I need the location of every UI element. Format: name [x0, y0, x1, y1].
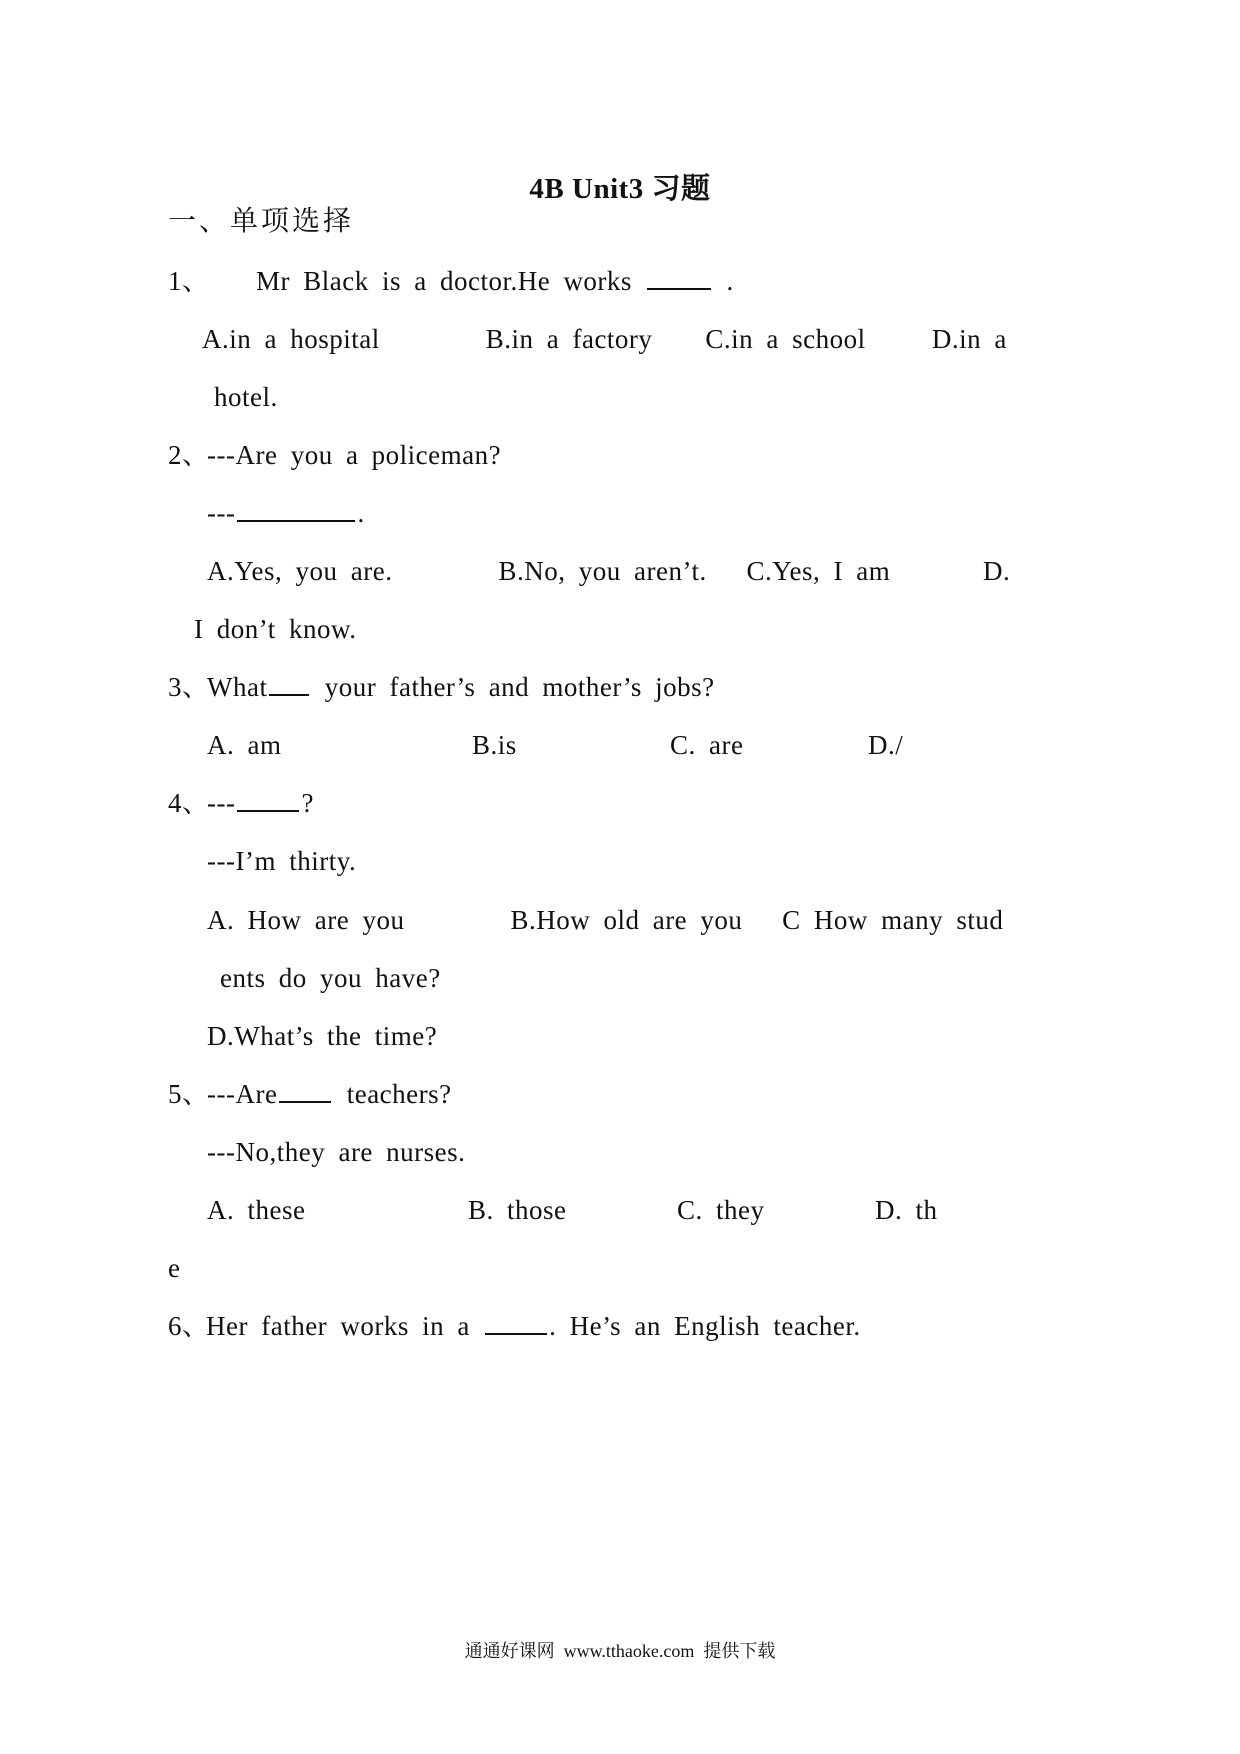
option-a: A. these [207, 1195, 306, 1225]
options-line: hotel. [214, 382, 278, 412]
answer-line [207, 496, 365, 530]
worksheet-title: 4B Unit3 习题 [529, 173, 711, 205]
page-footer: 通通好课网 www.tthaoke.com 提供下载 [464, 1641, 776, 1661]
options-line: A.in a hospital B.in a factory C.in a school D.in a [202, 324, 1007, 354]
options-line: A. How are you B.How old are you C How many stud [207, 905, 1004, 935]
answer-blank [269, 670, 309, 696]
stem-text: Her father works in a [206, 1311, 484, 1341]
question-number: 3、 [168, 672, 210, 702]
options-line: ents do you have? [220, 963, 441, 993]
stem-text: . [713, 266, 734, 296]
option-b: B.is [472, 730, 517, 760]
stem-text: ? [301, 788, 314, 818]
answer-line: ---I’m thirty. [207, 846, 357, 876]
question-number: 4、 [168, 788, 210, 818]
question-stem: ---Are you a policeman? [207, 440, 502, 470]
option-d: D. th [875, 1195, 938, 1225]
option-d-wrap: e [168, 1253, 181, 1283]
section-heading: 一、单项选择 [168, 206, 355, 237]
answer-blank [485, 1309, 547, 1335]
option-b: B. those [468, 1195, 567, 1225]
question-number: 5、 [168, 1079, 210, 1109]
options-line: A.Yes, you are. B.No, you aren’t. C.Yes, I am D. [207, 556, 1011, 586]
answer-suffix: . [357, 498, 365, 528]
answer-blank [237, 496, 355, 522]
answer-prefix: --- [207, 498, 236, 528]
stem-text: teachers? [333, 1079, 452, 1109]
question-stem [256, 264, 734, 298]
answer-line: ---No,they are nurses. [207, 1137, 466, 1167]
options-line: D.What’s the time? [207, 1021, 438, 1051]
stem-text: Mr Black is a doctor.He works [256, 266, 632, 296]
option-d: D./ [868, 730, 904, 760]
stem-text: What [207, 672, 268, 702]
question-stem [206, 1309, 861, 1343]
options-line: I don’t know. [194, 614, 357, 644]
stem-text: --- [207, 788, 236, 818]
question-number: 6、 [168, 1311, 210, 1341]
option-a: A. am [207, 730, 282, 760]
answer-blank [279, 1077, 331, 1103]
question-stem [207, 670, 715, 704]
stem-text: . He’s an English teacher. [549, 1311, 861, 1341]
option-c: C. they [677, 1195, 765, 1225]
question-number: 1、 [168, 266, 210, 296]
option-c: C. are [670, 730, 744, 760]
answer-blank [647, 264, 711, 290]
question-number: 2、 [168, 440, 210, 470]
question-stem [207, 786, 314, 820]
stem-text: ---Are [207, 1079, 278, 1109]
answer-blank [237, 786, 299, 812]
question-stem [207, 1077, 452, 1111]
stem-text: your father’s and mother’s jobs? [311, 672, 715, 702]
